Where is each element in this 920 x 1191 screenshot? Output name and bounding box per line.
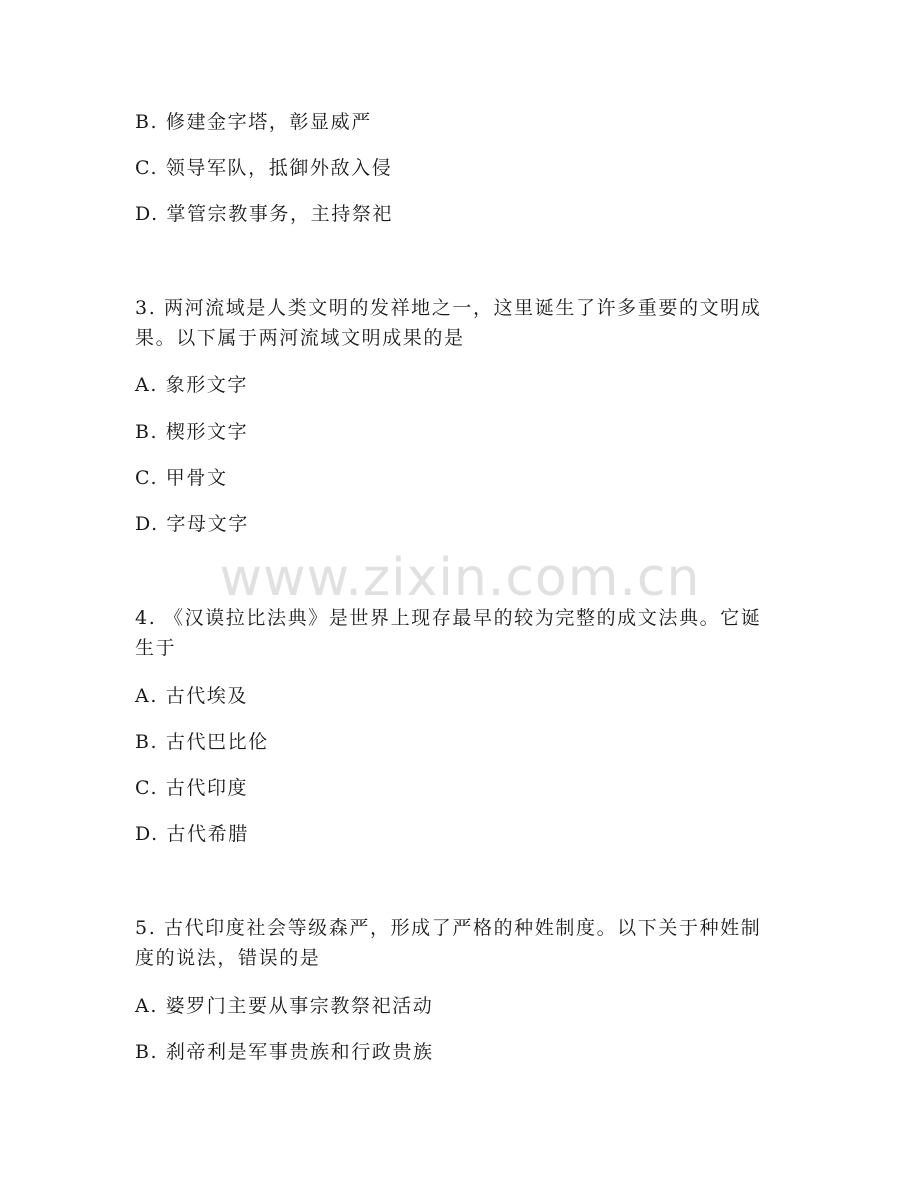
q4-option-d: D. 古代希腊 <box>135 823 249 845</box>
q2-option-b: B. 修建金字塔，彰显威严 <box>135 111 372 133</box>
q4-option-a: A. 古代埃及 <box>135 685 249 707</box>
q2-option-c: C. 领导军队，抵御外敌入侵 <box>135 157 393 179</box>
q3-stem-line2: 果。以下属于两河流域文明成果的是 <box>135 327 465 349</box>
q3-option-a: A. 象形文字 <box>135 374 249 396</box>
q3-option-b: B. 楔形文字 <box>135 421 249 443</box>
q2-option-d: D. 掌管宗教事务，主持祭祀 <box>135 203 394 225</box>
q5-stem-line1: 5. 古代印度社会等级森严，形成了严格的种姓制度。以下关于种姓制 <box>135 917 762 939</box>
q3-stem-line1: 3. 两河流域是人类文明的发祥地之一，这里诞生了许多重要的文明成 <box>135 297 762 319</box>
q4-option-b: B. 古代巴比伦 <box>135 731 269 753</box>
q5-option-b: B. 刹帝利是军事贵族和行政贵族 <box>135 1041 434 1063</box>
q4-stem-line2: 生于 <box>135 637 177 659</box>
q5-stem-line2: 度的说法，错误的是 <box>135 947 321 969</box>
q4-stem-line1: 4. 《汉谟拉比法典》是世界上现存最早的较为完整的成文法典。它诞 <box>135 607 762 629</box>
q5-option-a: A. 婆罗门主要从事宗教祭祀活动 <box>135 995 434 1017</box>
q3-option-d: D. 字母文字 <box>135 513 249 535</box>
q4-option-c: C. 古代印度 <box>135 777 249 799</box>
q3-option-c: C. 甲骨文 <box>135 467 228 489</box>
watermark: www.zixin.com.cn <box>219 548 701 608</box>
